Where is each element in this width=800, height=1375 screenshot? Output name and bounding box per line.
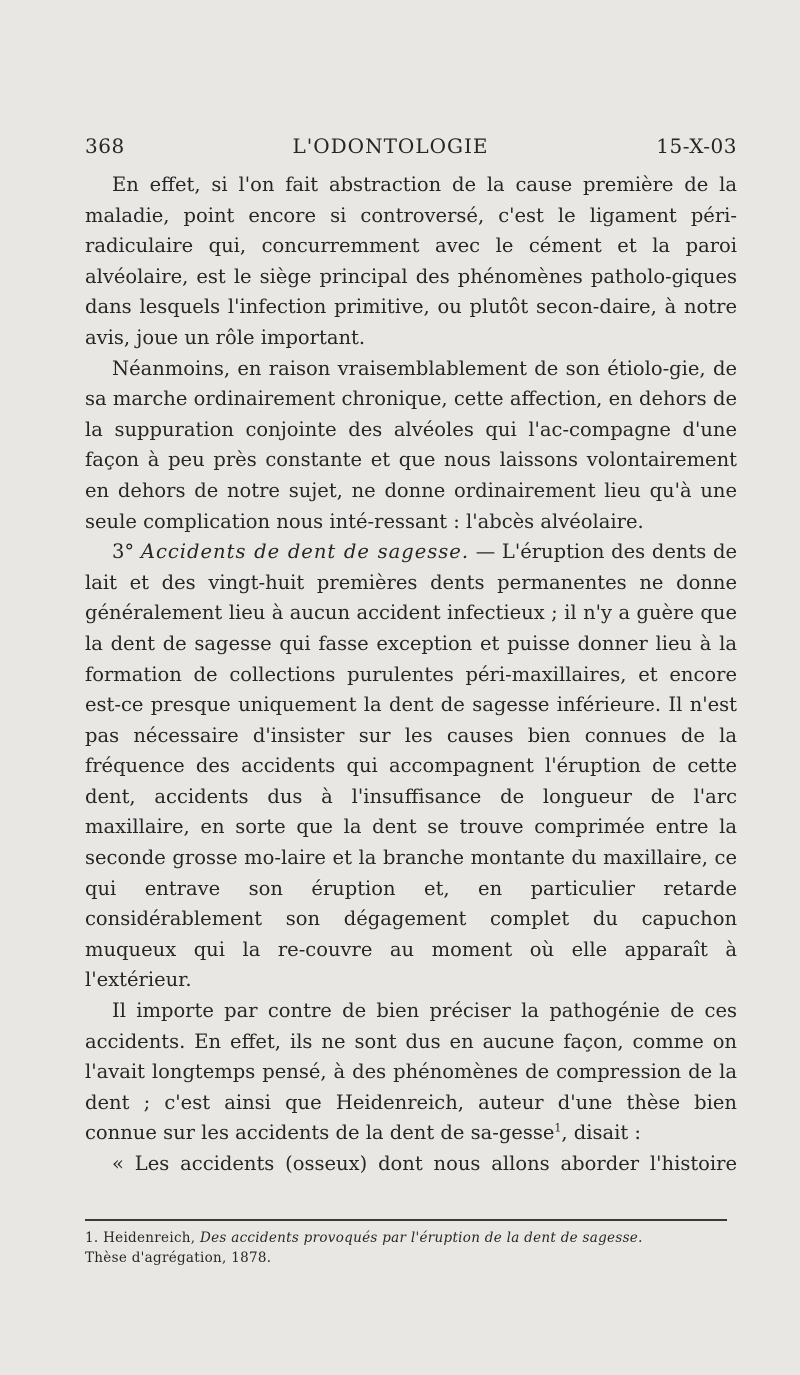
footnote-reference: 1 [554,1121,562,1135]
paragraph-4-end: , disait : [561,1121,641,1145]
footnote-detail: Thèse d'agrégation, 1878. [85,1250,272,1266]
paragraph-5: « Les accidents (osseux) dont nous allons aborder l'histoire [112,1152,737,1175]
running-header [85,134,737,158]
journal-title: L'ODONTOLOGIE [292,134,489,158]
issue-date: 15-X-03 [656,134,737,158]
body-text [85,170,737,1180]
paragraph-4 [85,996,737,1149]
paragraph-3-text: — L'éruption des dents de lait et des vingt-huit premières dents permanentes ne donne généralement lieu à aucun accident infectieux ; il n'y a guère que la dent de sagesse qui fasse exception et puisse donner lieu à la formation de collections purulentes péri-maxillaires, et encore est-ce presque uniquement la dent de sagesse inférieure. Il n'est pas nécessaire d'insister sur les causes bien connues de la fréquence des accidents qui accompagnent l'éruption de cette dent, accidents dus à l'insuffisance de longueur de l'arc maxillaire, en sorte que la dent se trouve comprimée entre la seconde grosse mo-laire et la branche montante du maxillaire, ce qui entrave son éruption et, en particulier retarde considérablement son dégagement complet du capuchon muqueux qui la re-couvre au moment où elle apparaît à l'extérieur. [85,540,737,992]
paragraph-3 [85,537,737,996]
paragraph-2: Néanmoins, en raison vraisemblablement de son étiolo-gie, de sa marche ordinairement chronique, cette affection, en dehors de la suppuration conjointe des alvéoles qui l'ac-compagne d'une façon à peu près constante et que nous laissons volontairement en dehors de notre sujet, ne donne ordinairement lieu qu'à une seule complication nous inté-ressant : l'abcès alvéolaire. [85,356,737,533]
footnote [85,1228,737,1268]
footnote-title: Des accidents provoqués par l'éruption de la dent de sagesse. [199,1230,643,1246]
section-number: 3° [112,540,135,564]
footnote-author: Heidenreich, [103,1230,196,1246]
paragraph-1: En effet, si l'on fait abstraction de la cause première de la maladie, point encore si controversé, c'est le ligament péri-radiculaire qui, concurremment avec le cément et la paroi alvéolaire, est le siège principal des phénomènes patholo-giques dans lesquels l'infection primitive, ou plutôt secon-daire, à notre avis, joue un rôle important. [85,173,737,349]
page-number: 368 [85,134,125,158]
paragraph-4-text: Il importe par contre de bien préciser la pathogénie de ces accidents. En effet, ils ne sont dus en aucune façon, comme on l'avait longtemps pensé, à des phénomènes de compression de la dent ; c'est ainsi que Heidenreich, auteur d'une thèse bien connue sur les accidents de la dent de sa-gesse [85,999,737,1145]
section-heading: Accidents de dent de sagesse. [140,540,470,564]
footnote-marker: 1. [85,1230,99,1246]
footnote-divider [85,1219,727,1221]
